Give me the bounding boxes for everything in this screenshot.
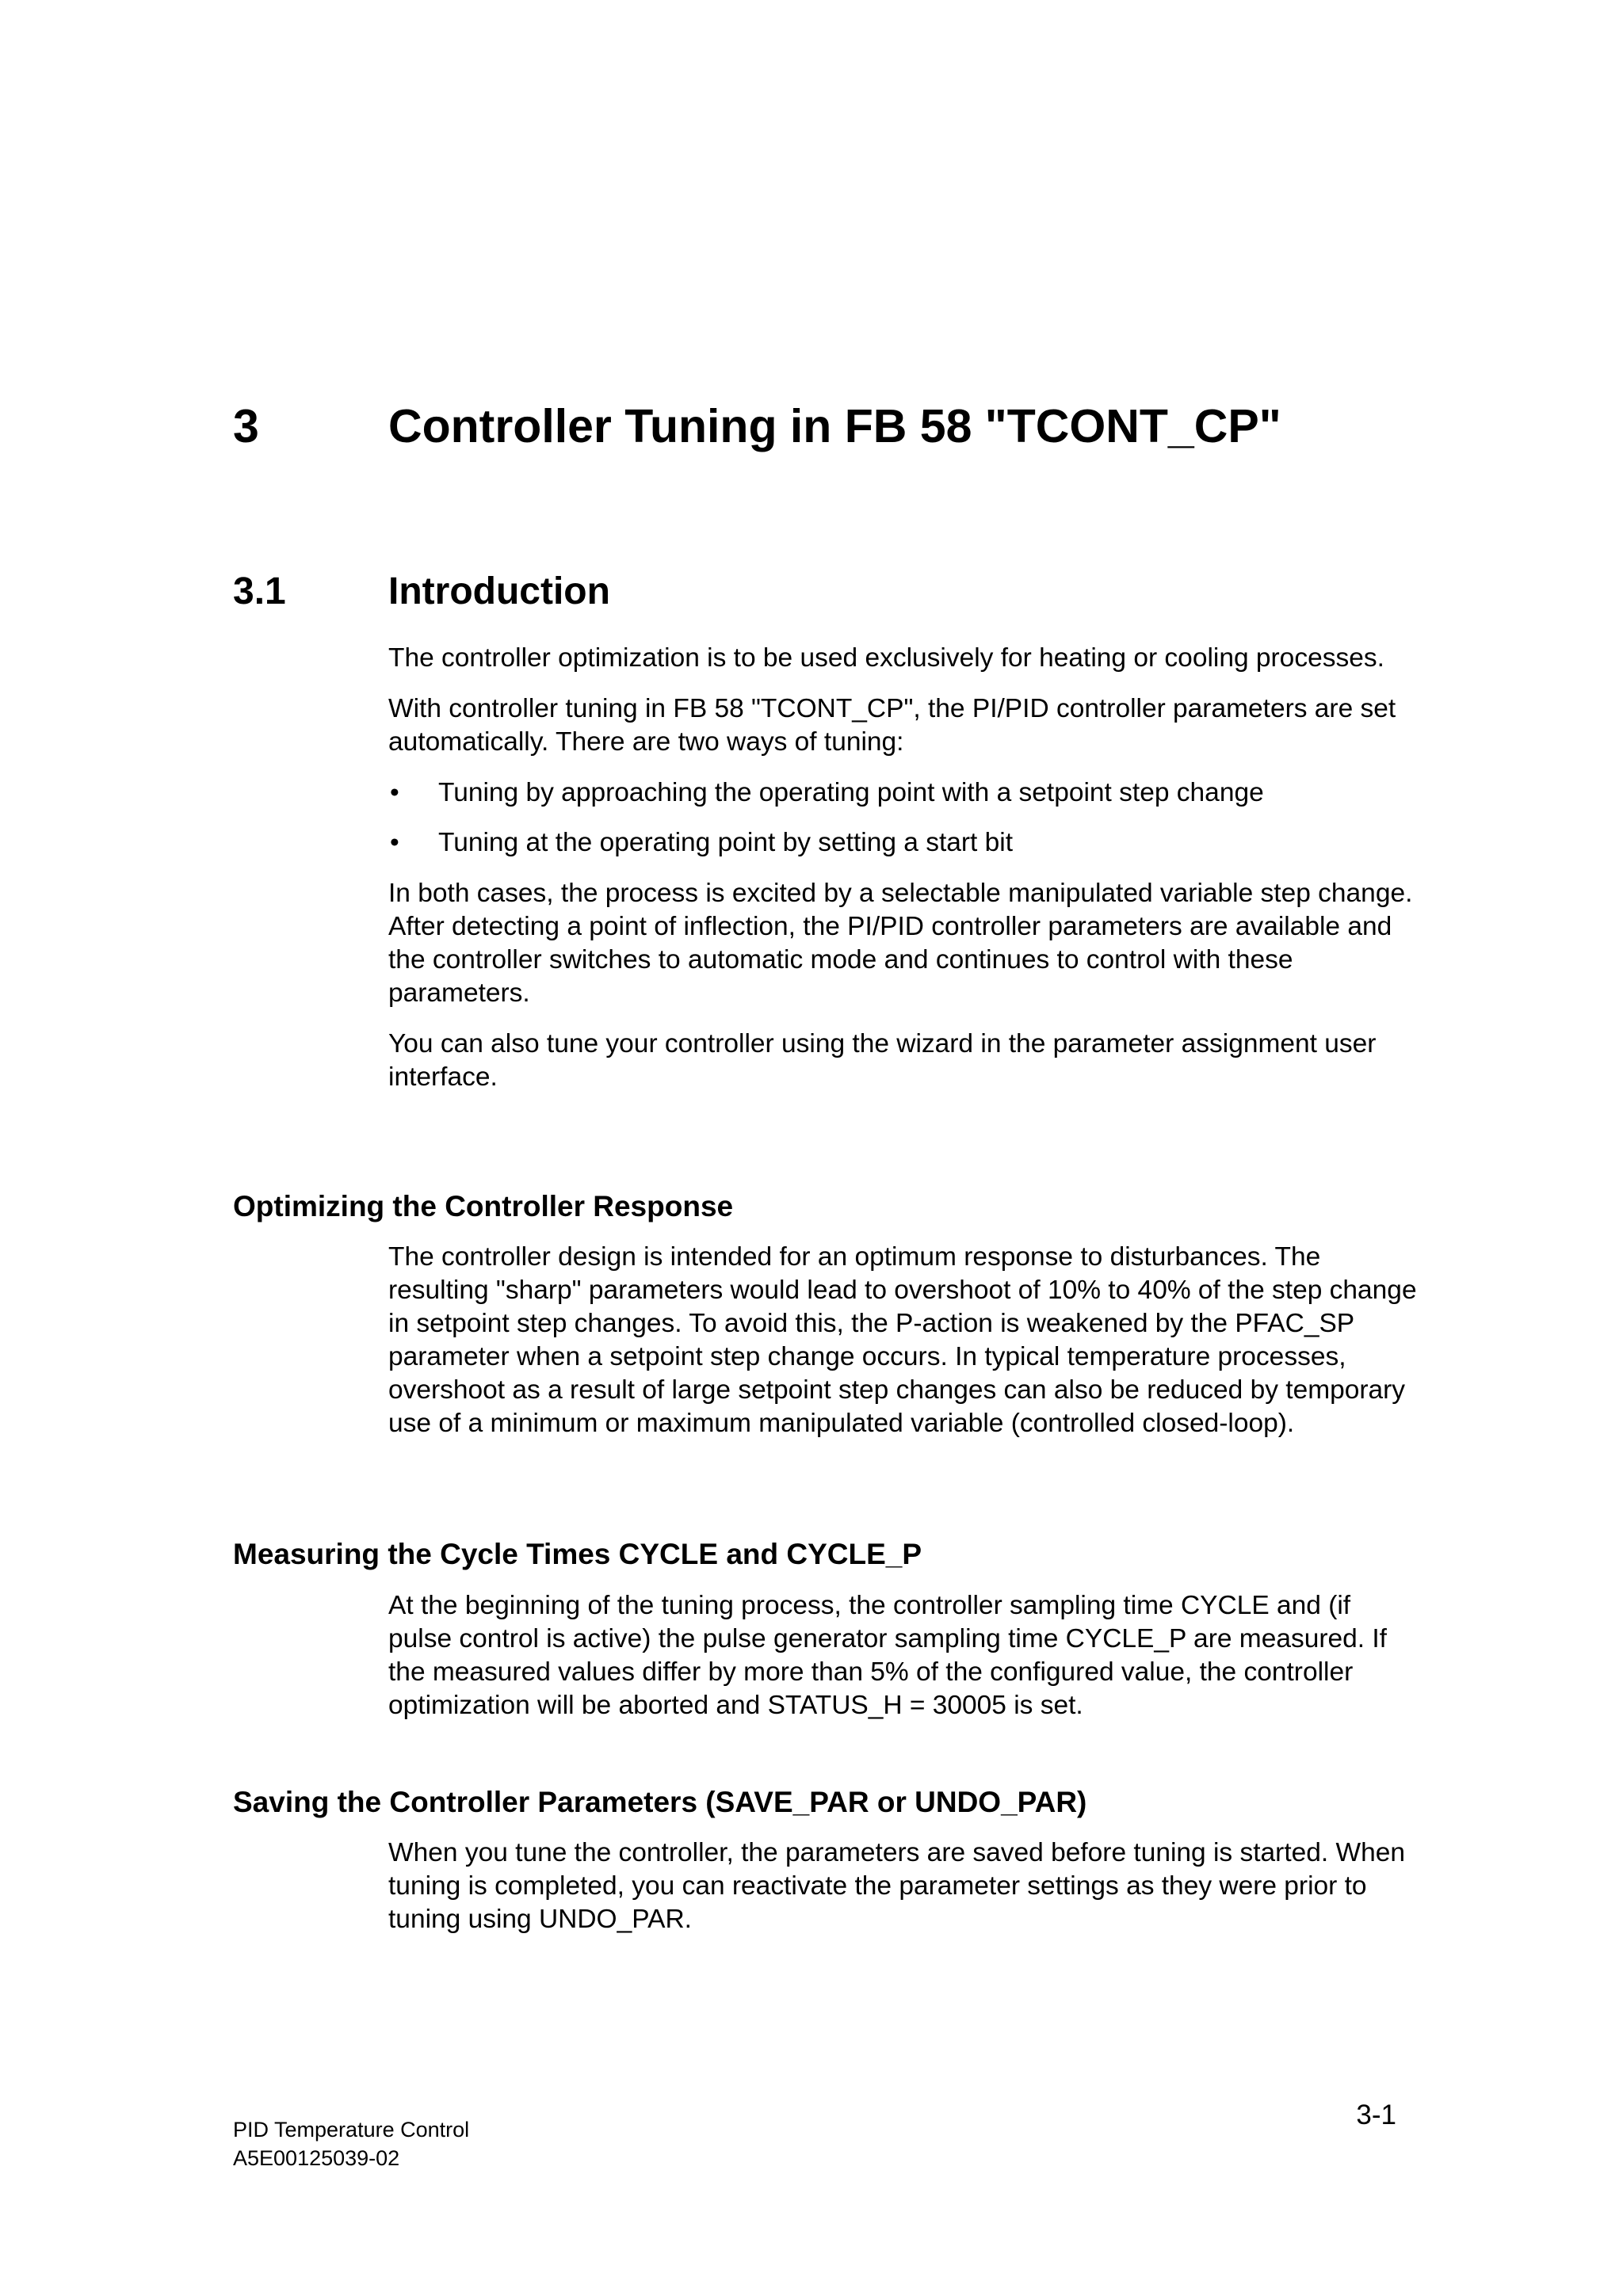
section-heading <box>233 567 1465 616</box>
optimizing-heading: Optimizing the Controller Response <box>233 1190 734 1222</box>
optimizing-body <box>388 1241 1419 1458</box>
list-item <box>388 826 1419 860</box>
intro-paragraph: In both cases, the process is excited by a selectable manipulated variable step change. After detecting a point of inflection, the PI/PID controller parameters are available and the controller switches to automatic mode and continues to control with these parameters. <box>388 879 1413 1008</box>
list-item-text: Tuning at the operating point by setting a start bit <box>438 828 1014 857</box>
measuring-heading: Measuring the Cycle Times CYCLE and CYCLE_P <box>233 1538 922 1570</box>
footer-product: PID Temperature Control <box>233 2118 470 2142</box>
measuring-paragraph: At the beginning of the tuning process, the controller sampling time CYCLE and (if pulse control is active) the pulse generator sampling time CYCLE_P are measured. If the measured values differ by more than 5% of the configured value, the controller optimization will be aborted and STATUS_H = 30005 is set. <box>388 1591 1387 1720</box>
list-item <box>388 776 1419 810</box>
saving-paragraph: When you tune the controller, the parameters are saved before tuning is started. When tuning is completed, you can reactivate the parameter settings as they were prior to tuning using UNDO_PAR. <box>388 1838 1406 1934</box>
saving-heading: Saving the Controller Parameters (SAVE_PAR or UNDO_PAR) <box>233 1786 1087 1818</box>
saving-body <box>388 1836 1419 1954</box>
list-item-text: Tuning by approaching the operating point with a setpoint step change <box>438 778 1264 807</box>
intro-body <box>388 642 1419 1112</box>
bullet-icon: • <box>390 778 399 807</box>
section-number: 3.1 <box>233 570 286 612</box>
section-title: Introduction <box>388 570 610 612</box>
footer-doc-number: A5E00125039-02 <box>233 2146 400 2170</box>
bullet-icon: • <box>390 828 399 857</box>
optimizing-paragraph: The controller design is intended for an optimum response to disturbances. The resulting "sharp" parameters would lead to overshoot of 10% to 40% of the step change in setpoint step changes. To avoid this, the P-action is weakened by the PFAC_SP parameter when a setpoint step change occurs. In typical temperature processes, overshoot as a result of large setpoint step changes can also be reduced by temporary use of a minimum or maximum manipulated variable (controlled closed-loop). <box>388 1242 1417 1438</box>
measuring-body <box>388 1589 1419 1740</box>
intro-paragraph: You can also tune your controller using the wizard in the parameter assignment user interface. <box>388 1029 1377 1092</box>
page-number: 3-1 <box>1356 2100 1396 2130</box>
tuning-methods-list <box>388 776 1419 860</box>
footer-document-info <box>233 2115 469 2172</box>
chapter-number: 3 <box>233 400 259 452</box>
intro-paragraph: With controller tuning in FB 58 "TCONT_CP", the PI/PID controller parameters are set automatically. There are two ways of tuning: <box>388 694 1396 757</box>
chapter-heading <box>233 395 1465 458</box>
intro-paragraph: The controller optimization is to be used exclusively for heating or cooling processes. <box>388 643 1384 673</box>
chapter-title: Controller Tuning in FB 58 "TCONT_CP" <box>388 400 1281 452</box>
